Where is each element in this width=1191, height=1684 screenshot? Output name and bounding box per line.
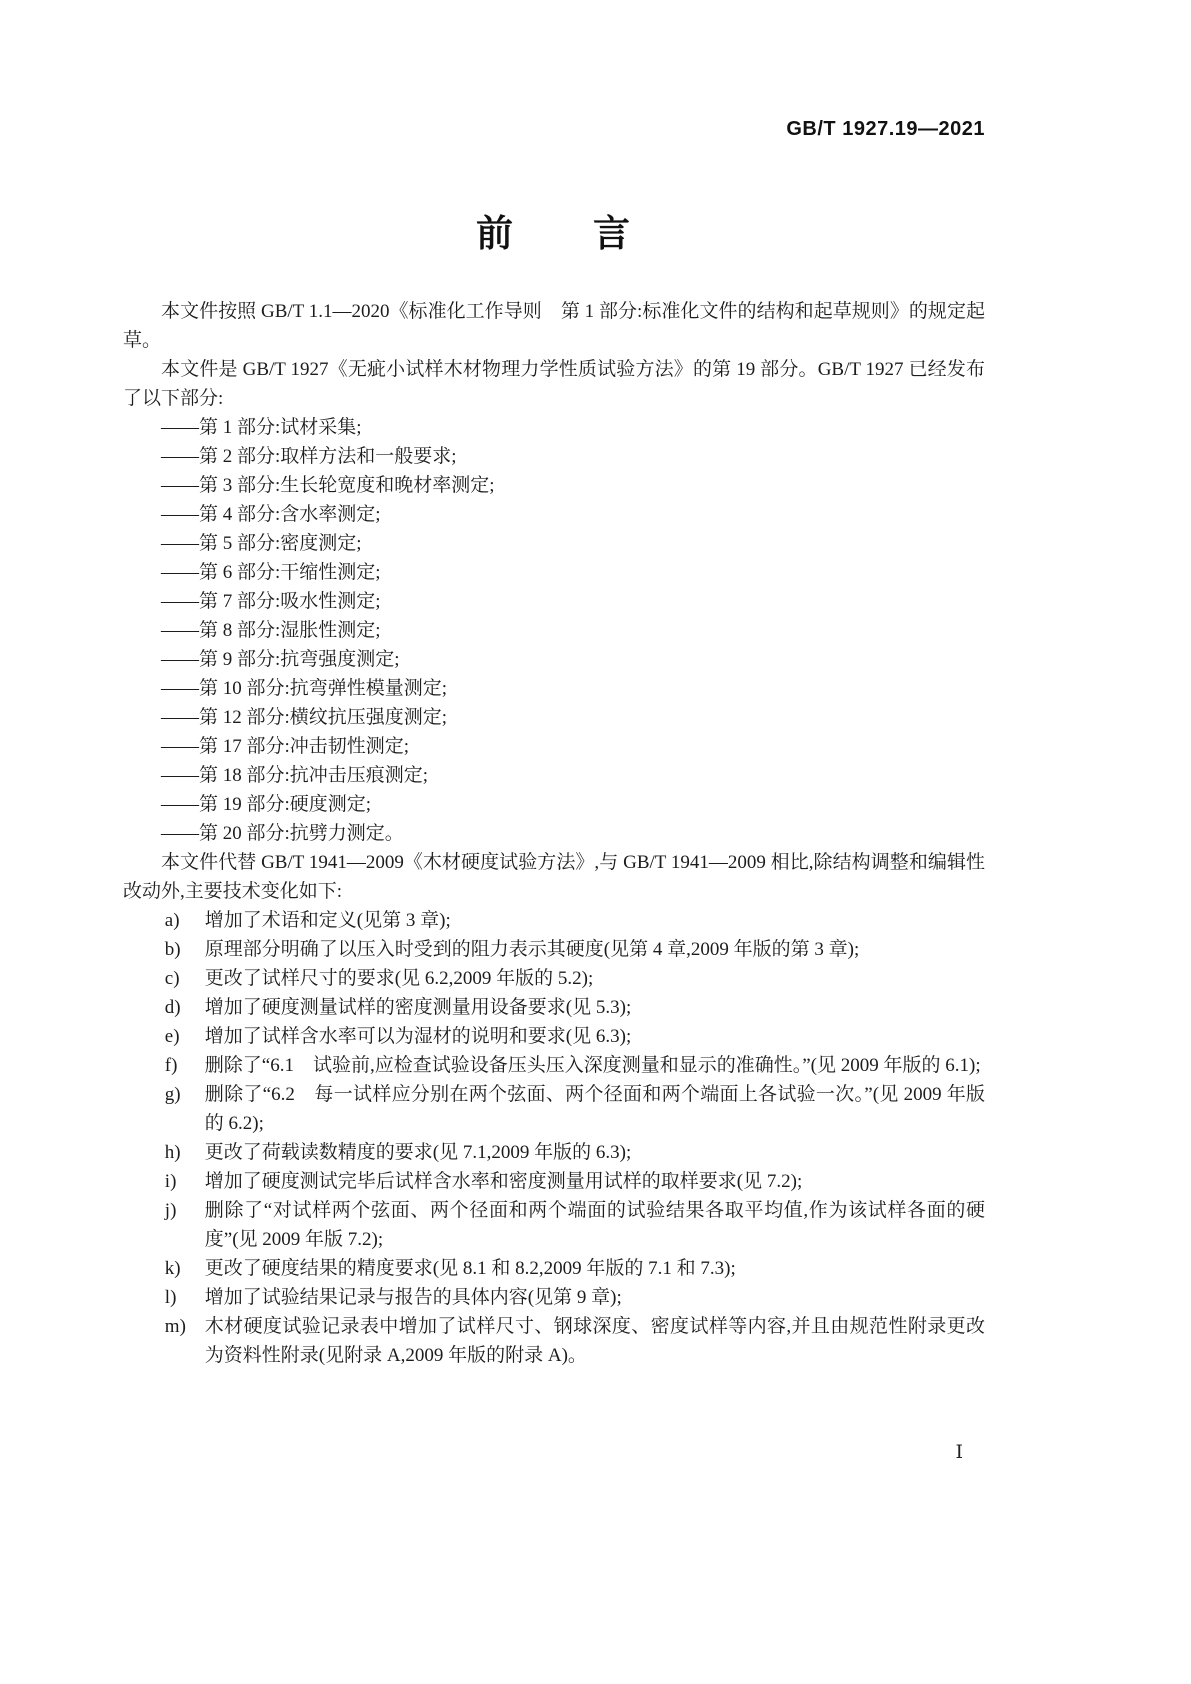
change-item-text: 增加了试样含水率可以为湿材的说明和要求(见 6.3); — [204, 1026, 632, 1047]
change-item-label: h) — [164, 1142, 181, 1163]
part-item: ——第 6 部分:干缩性测定; — [161, 562, 381, 583]
part-item: ——第 5 部分:密度测定; — [161, 533, 362, 554]
change-item-text: 更改了荷载读数精度的要求(见 7.1,2009 年版的 6.3); — [204, 1142, 632, 1163]
change-item-text: 增加了术语和定义(见第 3 章); — [204, 910, 451, 931]
change-item-text: 删除了“6.2 每一试样应分别在两个弦面、两个径面和两个端面上各试验一次。”(见 2009 年版的 6.2); — [204, 1084, 985, 1134]
part-item: ——第 19 部分:硬度测定; — [161, 794, 372, 815]
page-title: 前 言 — [476, 214, 632, 255]
document-body — [123, 297, 985, 1370]
doc-number: GB/T 1927.19—2021 — [786, 118, 985, 140]
change-item-label: i) — [164, 1171, 177, 1192]
change-item-label: f) — [164, 1055, 178, 1076]
change-item-label: m) — [164, 1316, 186, 1337]
change-item-label: c) — [164, 968, 180, 989]
parts-list — [123, 413, 985, 848]
changes-list — [123, 906, 985, 1370]
paragraph-replacement-note: 本文件代替 GB/T 1941—2009《木材硬度试验方法》,与 GB/T 1941—2009 相比,除结构调整和编辑性改动外,主要技术变化如下: — [123, 852, 985, 902]
change-item — [165, 1022, 985, 1051]
change-item-text: 增加了硬度测量试样的密度测量用设备要求(见 5.3); — [204, 997, 632, 1018]
part-item: ——第 1 部分:试材采集; — [161, 417, 362, 438]
change-item-label: l) — [164, 1287, 177, 1308]
change-item — [165, 1080, 985, 1138]
change-item — [165, 1051, 985, 1080]
change-item-label: e) — [164, 1026, 180, 1047]
change-item-text: 增加了试验结果记录与报告的具体内容(见第 9 章); — [204, 1287, 622, 1308]
change-item — [165, 1254, 985, 1283]
part-item: ——第 2 部分:取样方法和一般要求; — [161, 446, 457, 467]
part-item: ——第 17 部分:冲击韧性测定; — [161, 736, 410, 757]
change-item — [165, 906, 985, 935]
paragraph-drafting-basis: 本文件按照 GB/T 1.1—2020《标准化工作导则 第 1 部分:标准化文件的结构和起草规则》的规定起草。 — [123, 301, 985, 351]
change-item-text: 删除了“6.1 试验前,应检查试验设备压头压入深度测量和显示的准确性。”(见 2009 年版的 6.1); — [204, 1055, 981, 1076]
change-item — [165, 1283, 985, 1312]
part-item: ——第 18 部分:抗冲击压痕测定; — [161, 765, 429, 786]
change-item-text: 删除了“对试样两个弦面、两个径面和两个端面的试验结果各取平均值,作为该试样各面的硬度”(见 2009 年版 7.2); — [204, 1200, 985, 1250]
change-item — [165, 964, 985, 993]
part-item: ——第 20 部分:抗劈力测定。 — [161, 823, 404, 844]
change-item — [165, 935, 985, 964]
change-item — [165, 1196, 985, 1254]
change-item-text: 增加了硬度测试完毕后试样含水率和密度测量用试样的取样要求(见 7.2); — [204, 1171, 803, 1192]
page-number: Ⅰ — [955, 1442, 963, 1463]
part-item: ——第 4 部分:含水率测定; — [161, 504, 381, 525]
part-item: ——第 9 部分:抗弯强度测定; — [161, 649, 400, 670]
change-item-text: 更改了硬度结果的精度要求(见 8.1 和 8.2,2009 年版的 7.1 和 7.3); — [204, 1258, 736, 1279]
change-item-label: d) — [164, 997, 181, 1018]
change-item-text: 木材硬度试验记录表中增加了试样尺寸、钢球深度、密度试样等内容,并且由规范性附录更改为资料性附录(见附录 A,2009 年版的附录 A)。 — [204, 1316, 985, 1366]
part-item: ——第 8 部分:湿胀性测定; — [161, 620, 381, 641]
paragraph-series-intro: 本文件是 GB/T 1927《无疵小试样木材物理力学性质试验方法》的第 19 部分。GB/T 1927 已经发布了以下部分: — [123, 359, 985, 409]
change-item-text: 原理部分明确了以压入时受到的阻力表示其硬度(见第 4 章,2009 年版的第 3 章); — [204, 939, 860, 960]
change-item-label: k) — [164, 1258, 181, 1279]
part-item: ——第 7 部分:吸水性测定; — [161, 591, 381, 612]
change-item-label: j) — [164, 1200, 177, 1221]
change-item — [165, 1167, 985, 1196]
part-item: ——第 10 部分:抗弯弹性模量测定; — [161, 678, 448, 699]
change-item — [165, 993, 985, 1022]
change-item — [165, 1312, 985, 1370]
change-item-text: 更改了试样尺寸的要求(见 6.2,2009 年版的 5.2); — [204, 968, 594, 989]
change-item-label: b) — [164, 939, 181, 960]
change-item-label: g) — [164, 1084, 181, 1105]
part-item: ——第 3 部分:生长轮宽度和晚材率测定; — [161, 475, 495, 496]
change-item — [165, 1138, 985, 1167]
part-item: ——第 12 部分:横纹抗压强度测定; — [161, 707, 448, 728]
change-item-label: a) — [164, 910, 180, 931]
